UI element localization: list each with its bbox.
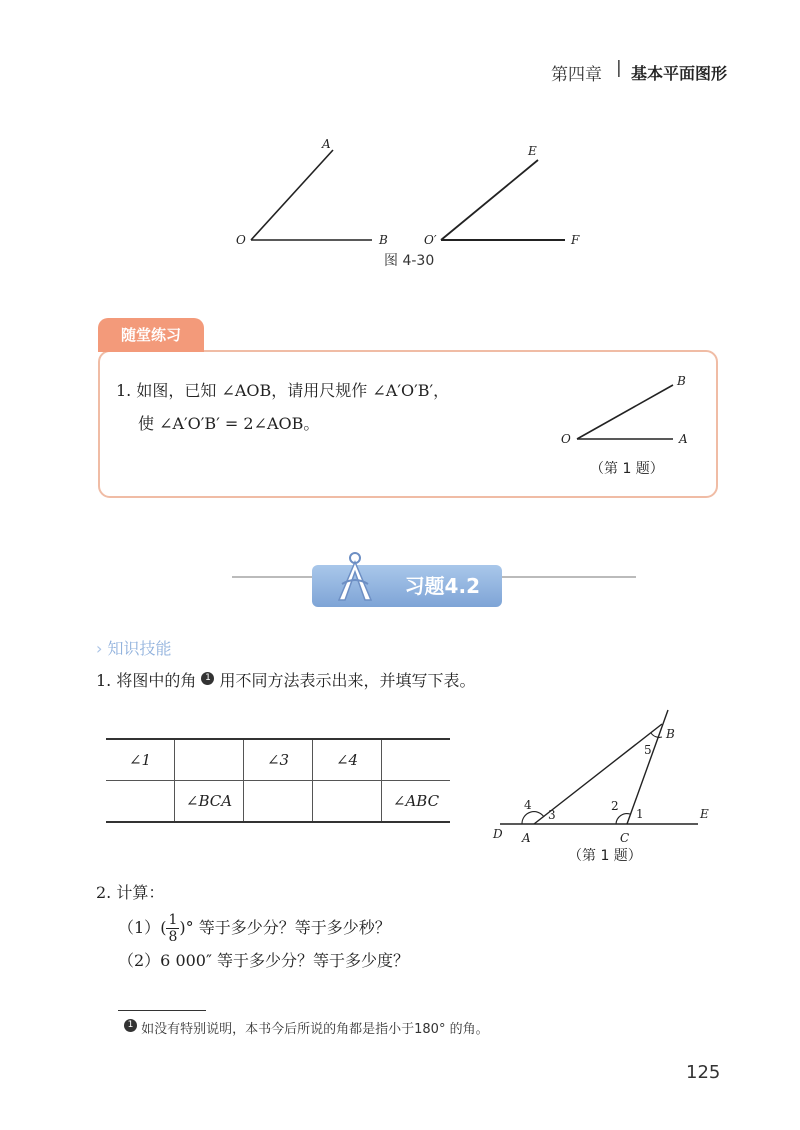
practice-item-1-line-2: 使 ∠A′O′B′ = 2∠AOB。 [138,414,320,433]
label-B: B [379,233,388,247]
footnote-text: 如没有特别说明，本书今后所说的角都是指小于180° 的角。 [141,1022,489,1037]
ray-OB-practice [577,385,673,439]
practice-figure [555,370,705,450]
table-cell: ∠1 [106,739,175,781]
label-A2: A [522,831,531,845]
question-2-a-suffix: ° 等于多少分？等于多少秒？ [185,918,391,937]
label-E: E [528,144,537,158]
table-row [106,781,450,823]
figure-caption: 图 4-30 [384,253,435,269]
triangle-figure-caption: （第 1 题） [568,848,642,864]
table-cell [244,781,313,823]
chapter-label: 第四章 [551,65,602,85]
table-cell: ∠4 [313,739,382,781]
triangle-figure [486,700,726,845]
footnote-rule [118,1010,206,1011]
question-1-text-after: 用不同方法表示出来，并填写下表。 [219,671,476,690]
table-cell [175,739,244,781]
label-B-practice: B [677,374,686,388]
label-angle-2: 2 [611,799,619,813]
label-E2: E [700,807,709,821]
ray-O-prime-E [441,160,538,240]
label-B2: B [666,727,675,741]
question-2-a: （1）( $\frac{1}{8}$ )° 等于多少分？等于多少秒？ [118,912,391,945]
footnote [124,1018,489,1037]
question-1 [96,668,476,691]
label-D: D [493,827,503,841]
label-angle-5: 5 [644,743,652,757]
line-CB [627,710,668,824]
label-angle-1: 1 [636,807,644,821]
label-C: C [620,831,630,845]
label-A-practice: A [679,432,688,446]
fraction [166,912,179,945]
label-O-practice: O [561,432,571,446]
section-title-text: 知识技能 [107,639,172,658]
page-number: 125 [686,1062,721,1083]
fraction-denominator: 8 [168,929,178,945]
compass-icon [330,548,380,606]
label-O: O [236,233,246,247]
section-title [96,636,172,659]
table-cell [106,781,175,823]
table-cell: ∠ABC [382,781,451,823]
arc-angle-5 [651,733,662,737]
fraction-numerator: 1 [168,912,178,928]
practice-tab: 随堂练习 [98,318,204,352]
footnote-mark: 1 [124,1019,137,1032]
label-F: F [571,233,580,247]
chevron-right-icon: › [96,639,103,658]
table-cell: ∠3 [244,739,313,781]
footnote-marker: 1 [201,672,214,685]
table-cell [313,781,382,823]
practice-item-1-line-1: 1. 如图，已知 ∠AOB，请用尺规作 ∠A′O′B′， [116,381,450,400]
table-cell: ∠BCA [175,781,244,823]
exercise-banner: 习题4.2 [312,565,502,607]
table-row [106,739,450,781]
ray-OA [251,150,333,240]
table-cell [382,739,451,781]
label-A: A [322,137,331,151]
header-separator: | [616,58,622,78]
angle-table [106,738,450,823]
label-angle-3: 3 [548,808,556,822]
question-2-title: 2. 计算： [96,883,165,902]
banner-rule-left [232,576,312,578]
chapter-title: 基本平面图形 [631,64,728,83]
label-O-prime: O′ [424,233,437,247]
banner-rule-right [502,576,636,578]
practice-figure-caption: （第 1 题） [590,461,664,477]
label-angle-4: 4 [524,798,532,812]
question-1-text-before: 1. 将图中的角 [96,671,197,690]
question-2-a-prefix: （1） [118,918,161,937]
arc-angle-4 [522,812,544,824]
question-2-b: （2）6 000″ 等于多少分？等于多少度？ [118,951,410,970]
